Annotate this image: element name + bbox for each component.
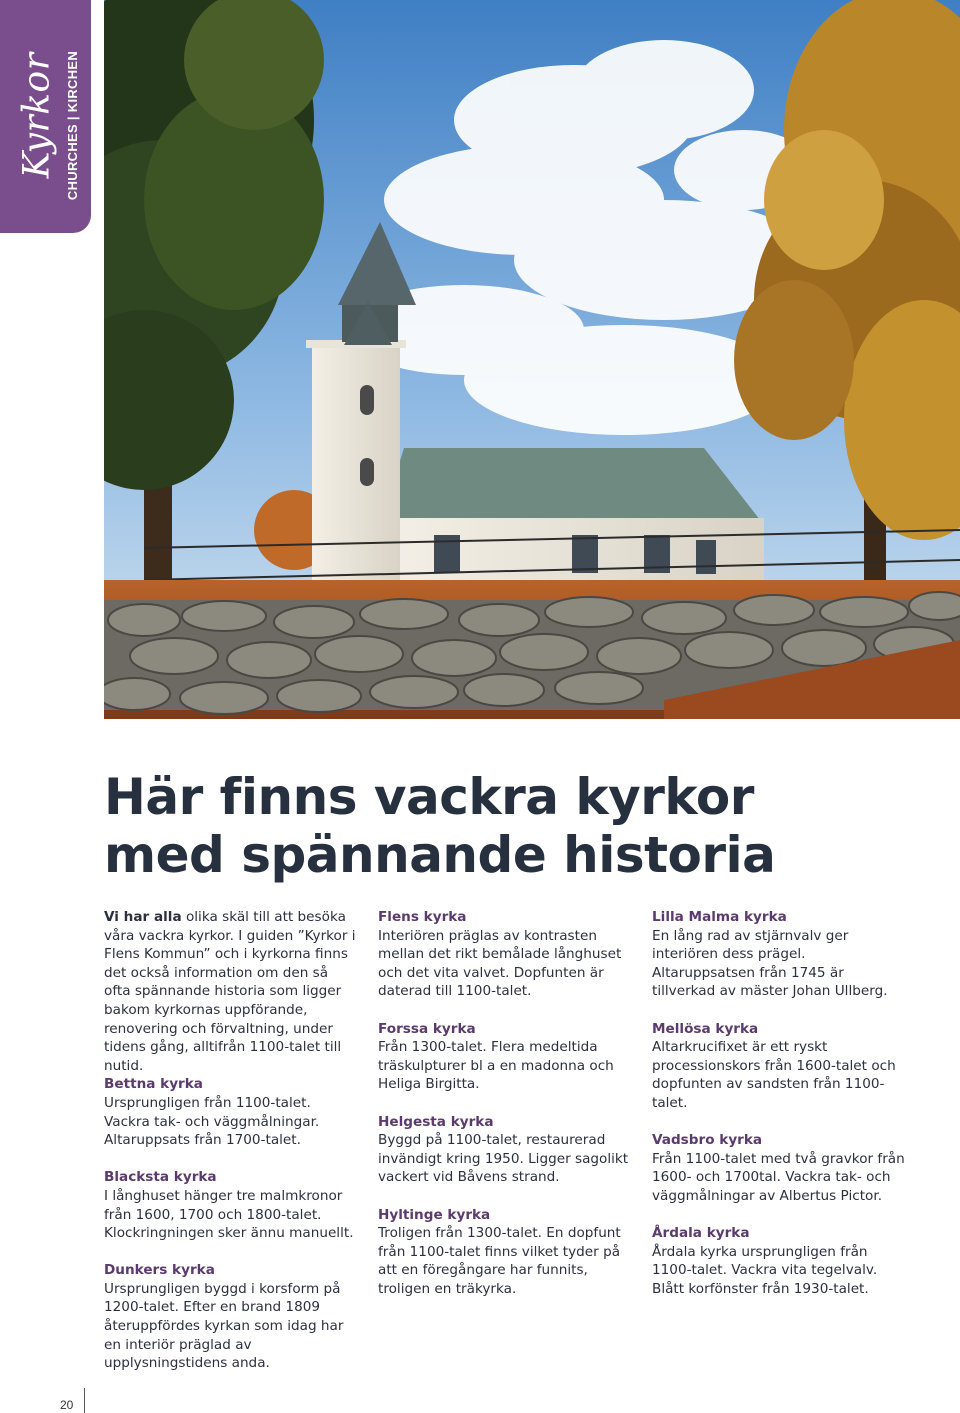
intro-paragraph [104, 908, 356, 1075]
church-entry [652, 1224, 910, 1298]
church-name: Lilla Malma kyrka [652, 909, 787, 925]
church-name: Bettna kyrka [104, 1076, 203, 1093]
intro-lead: Vi har alla [104, 909, 182, 925]
church-name: Dunkers kyrka [104, 1262, 215, 1279]
church-name: Helgesta kyrka [378, 1113, 494, 1130]
church-description: Från 1300-talet. Flera medeltida träskulpturer bl a en madonna och Heliga Birgitta. [378, 1039, 614, 1093]
church-entry [104, 1261, 356, 1373]
church-name: Blacksta kyrka [104, 1169, 217, 1186]
church-description: Ursprungligen från 1100-talet. Vackra tak- och väggmålningar. Altaruppsats från 1700-talet. [104, 1094, 320, 1149]
church-name: Mellösa kyrka [652, 1020, 759, 1037]
section-tab [0, 0, 91, 233]
church-description: Ursprungligen byggd i korsform på 1200-talet. Efter en brand 1809 återuppfördes kyrkan som idag har en interiör präglad av upplysningstidens anda. [104, 1280, 344, 1372]
page-number: 20 [60, 1398, 74, 1412]
church-entry [378, 908, 632, 1001]
church-name: Flens kyrka [378, 909, 467, 925]
intro-text: olika skäl till att besöka våra vackra kyrkor. I guiden ”Kyrkor i Flens Kommun” och i kyrkorna finns det också information om den så ofta spännande historia som ligger bakom kyrkornas uppförande, renovering och förvaltning, under tidens gång, alltifrån 1100-talet till nutid. [104, 909, 356, 1074]
church-name: Hyltinge kyrka [378, 1206, 491, 1223]
church-entry [104, 1168, 356, 1242]
church-description: Interiören präglas av kontrasten mellan det rikt bemålade långhuset och det vita valvet. Dopfunten är daterad till 1100-talet. [378, 927, 622, 1000]
page-headline [104, 768, 944, 884]
church-description: Byggd på 1100-talet, restaurerad invändigt kring 1950. Ligger sagolikt vackert vid Båvens strand. [378, 1132, 629, 1186]
section-script-label: Kyrkor [16, 52, 58, 178]
section-sub-label: CHURCHES | KIRCHEN [65, 50, 81, 200]
church-description: Årdala kyrka ursprungligen från 1100-talet. Vackra vita tegelvalv. Blått korfönster från 1930-talet. [652, 1243, 878, 1297]
church-description: En lång rad av stjärnvalv ger interiören dess prägel. Altaruppsatsen från 1745 är tillverkad av mäster Johan Ullberg. [652, 927, 888, 1000]
church-description: Troligen från 1300-talet. En dopfunt från 1100-talet finns vilket tyder på att en föregångare har funnits, troligen en träkyrka. [378, 1225, 621, 1297]
church-entry [104, 1075, 356, 1149]
page-number-divider [84, 1388, 85, 1413]
church-entry [652, 1131, 910, 1205]
church-name: Vadsbro kyrka [652, 1132, 763, 1149]
text-column-1 [104, 908, 356, 1391]
church-description: Altarkrucifixet är ett ryskt processionskors från 1600-talet och dopfunten av sandsten från 1100-talet. [652, 1039, 896, 1111]
headline-line-1: Här finns vackra kyrkor [104, 768, 754, 826]
headline-line-2: med spännande historia [104, 826, 776, 884]
text-column-3 [652, 908, 910, 1317]
church-description: I långhuset hänger tre malmkronor från 1600, 1700 och 1800-talet. Klockringningen sker ännu manuellt. [104, 1187, 354, 1242]
church-entry [378, 1206, 632, 1299]
church-name: Forssa kyrka [378, 1020, 476, 1037]
text-column-2 [378, 908, 632, 1317]
church-entry [652, 908, 910, 1001]
church-entry [378, 1020, 632, 1094]
church-photo [104, 0, 960, 719]
church-entry [652, 1020, 910, 1113]
church-name: Årdala kyrka [652, 1225, 750, 1242]
church-description: Från 1100-talet med två gravkor från 1600- och 1700tal. Vackra tak- och väggmålningar av Albertus Pictor. [652, 1150, 905, 1204]
church-entry [378, 1113, 632, 1187]
